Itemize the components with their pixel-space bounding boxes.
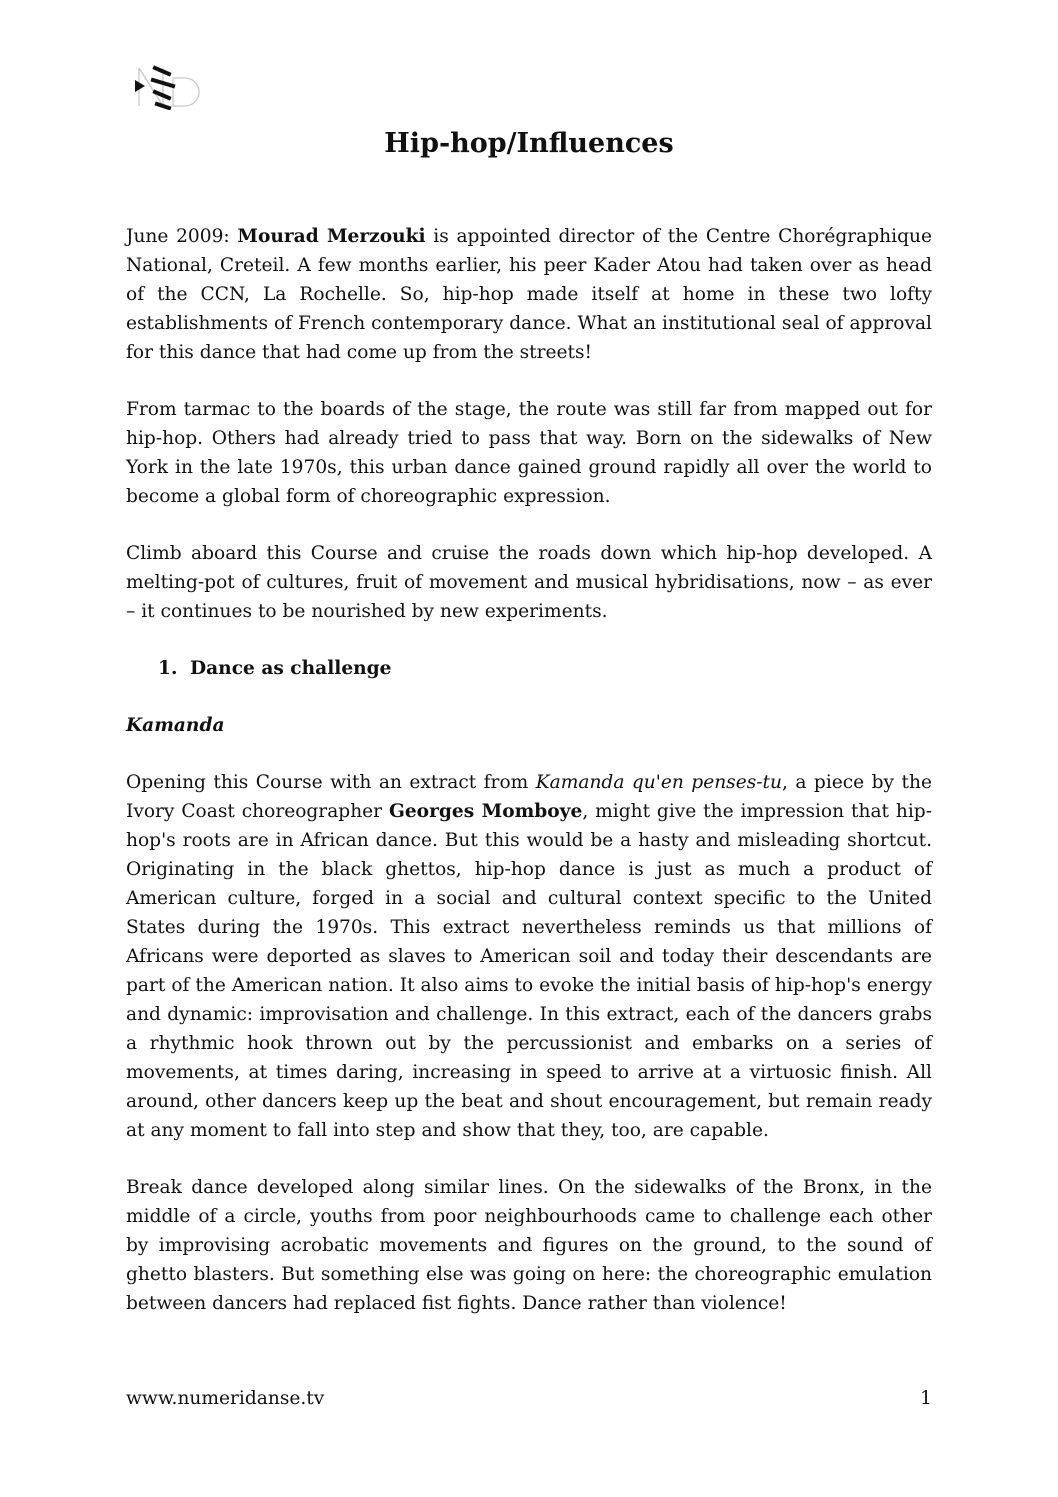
section-label: Dance as challenge <box>190 658 392 679</box>
paragraph-kamanda <box>126 768 932 1145</box>
text-run: , a piece by the Ivory Coast choreographer <box>126 772 932 822</box>
numeridanse-logo <box>133 64 205 110</box>
section-heading <box>126 654 932 683</box>
person-name: Georges Momboye <box>388 801 583 822</box>
work-title: Kamanda qu'en penses-tu <box>535 772 782 793</box>
person-name: Mourad Merzouki <box>237 226 426 247</box>
footer-url: www.numeridanse.tv <box>126 1388 325 1409</box>
subheading-kamanda: Kamanda <box>126 715 225 736</box>
page-number: 1 <box>920 1388 932 1409</box>
section-number: 1. <box>158 658 178 679</box>
text-run: June 2009: <box>126 226 238 247</box>
text-run: , might give the impression that hip-hop's roots are in African dance. But this would be a hasty and misleading shortcut. Originating in the black ghettos, hip-hop dance is just as much a product of American culture, forged in a social and cultural context specific to the United States during the 1970s. This extract nevertheless reminds us that millions of Africans were deported as slaves to American soil and today their descendants are part of the American nation. It also aims to evoke the initial basis of hip-hop's energy and dynamic: improvisation and challenge. In this extract, each of the dancers grabs a rhythmic hook thrown out by the percussionist and embarks on a series of movements, at times daring, increasing in speed to arrive at a virtuosic finish. All around, other dancers keep up the beat and shout encouragement, but remain ready at any moment to fall into step and show that they, too, are capable. <box>126 801 932 1141</box>
paragraph-tarmac: From tarmac to the boards of the stage, the route was still far from mapped out for hip-hop. Others had already tried to pass that way. Born on the sidewalks of New York in the late 1970s, this urban dance gained ground rapidly all over the world to become a global form of choreographic expression. <box>126 399 932 507</box>
page-title: Hip-hop/Influences <box>384 128 674 159</box>
text-run: is appointed director of the Centre Chorégraphique National, Creteil. A few months earlier, his peer Kader Atou had taken over as head of the CCN, La Rochelle. So, hip-hop made itself at home in these two lofty establishments of French contemporary dance. What an institutional seal of approval for this dance that had come up from the streets! <box>126 226 932 363</box>
text-run: Opening this Course with an extract from <box>126 772 536 793</box>
paragraph-course: Climb aboard this Course and cruise the roads down which hip-hop developed. A melting-pot of cultures, fruit of movement and musical hybridisations, now – as ever – it continues to be nourished by new experiments. <box>126 543 932 622</box>
document-body <box>126 222 932 1346</box>
paragraph-break-dance: Break dance developed along similar lines. On the sidewalks of the Bronx, in the middle of a circle, youths from poor neighbourhoods came to challenge each other by improvising acrobatic movements and figures on the ground, to the sound of ghetto blasters. But something else was going on here: the choreographic emulation between dancers had replaced fist fights. Dance rather than violence! <box>126 1177 932 1314</box>
paragraph-intro <box>126 222 932 367</box>
